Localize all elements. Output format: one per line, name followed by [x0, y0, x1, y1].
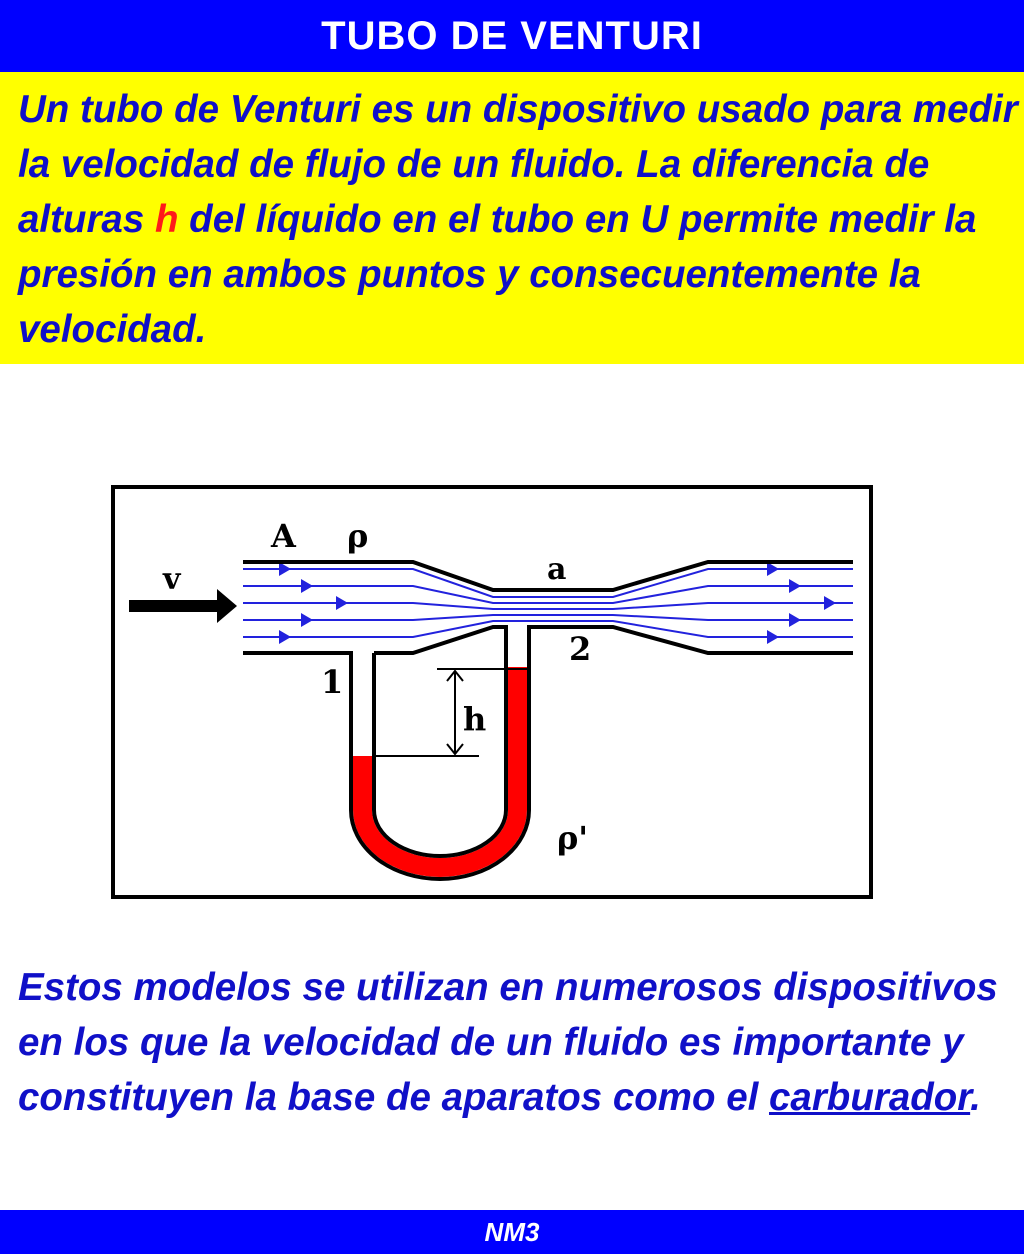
carburador-link[interactable]: carburador [769, 1076, 971, 1119]
label-area-wide: A [271, 517, 296, 555]
label-manometer-density: ρ' [557, 819, 589, 857]
footer-label: NM3 [0, 1210, 1024, 1254]
closing-paragraph [18, 960, 1018, 1125]
venturi-diagram [111, 485, 873, 899]
label-velocity: v [163, 562, 181, 597]
intro-highlight-h: h [154, 198, 179, 241]
intro-text-start: Un tubo de Venturi es un dispositivo usado para medir la velocidad de flujo de un fluido. La diferencia de alturas [18, 88, 1018, 241]
intro-paragraph [0, 72, 1024, 364]
label-area-throat: a [547, 552, 567, 587]
label-density: ρ [347, 517, 369, 555]
label-point-2: 2 [569, 630, 592, 668]
label-height: h [463, 700, 487, 738]
closing-text: Estos modelos se utilizan en numerosos dispositivos en los que la velocidad de un fluido es importante y constituyen la base de aparatos como el [18, 966, 998, 1119]
page-title: TUBO DE VENTURI [0, 0, 1024, 72]
diagram-frame [113, 487, 871, 897]
intro-text-end: del líquido en el tubo en U permite medir la presión en ambos puntos y consecuentemente la velocidad. [18, 198, 977, 351]
closing-period: . [970, 1076, 981, 1119]
label-point-1: 1 [321, 663, 344, 701]
